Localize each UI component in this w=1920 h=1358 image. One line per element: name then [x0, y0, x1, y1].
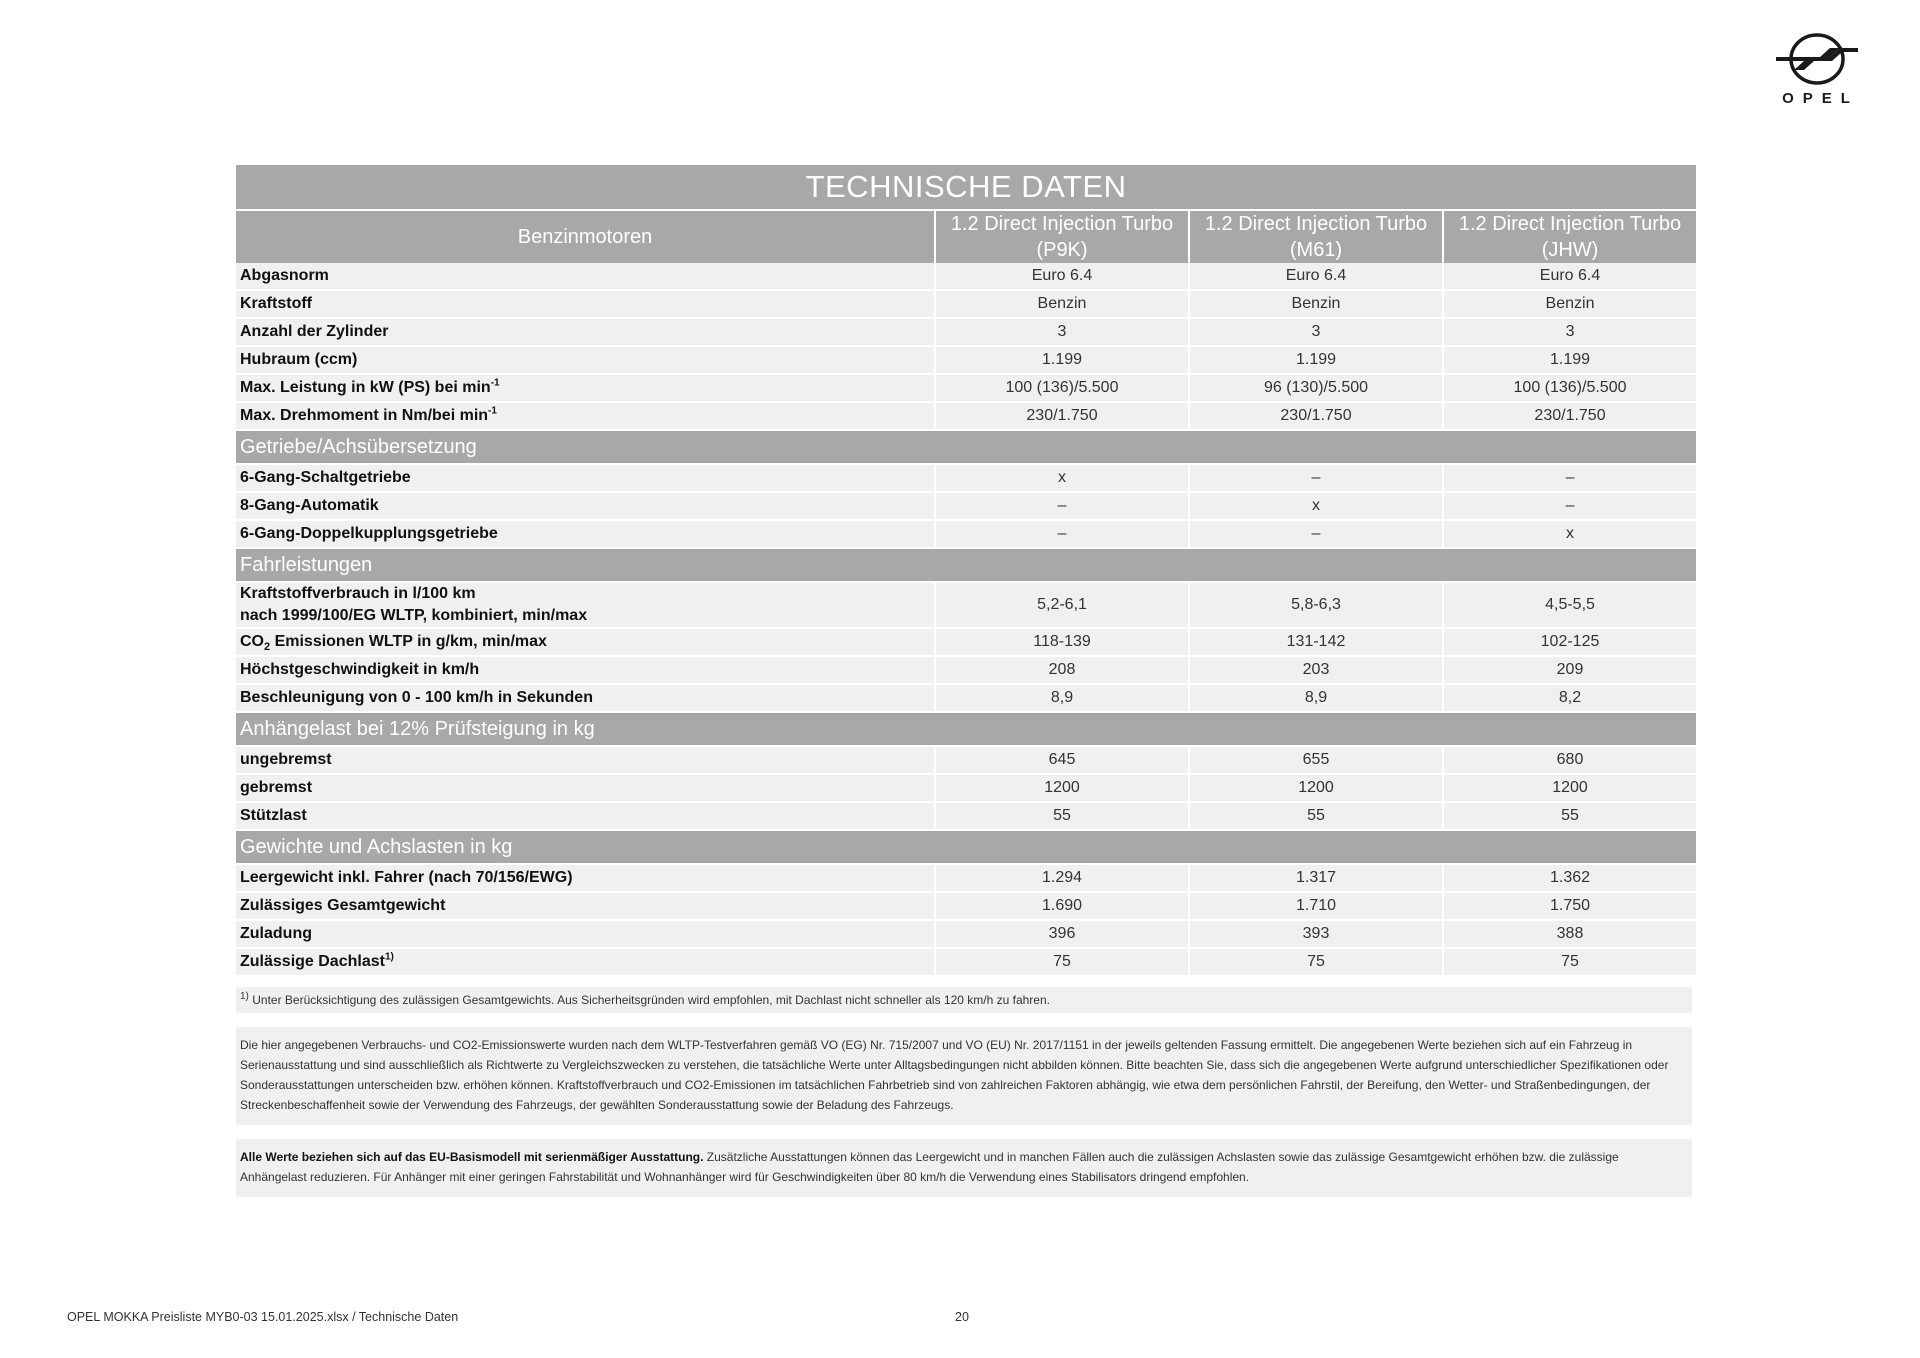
footnote-text: Unter Berücksichtigung des zulässigen Gesamtgewichts. Aus Sicherheitsgründen wird empfohlen, mit Dachlast nicht schneller als 120 km/h zu fahren. — [252, 993, 1050, 1007]
table-row: gebremst 1200 1200 1200 — [236, 775, 1696, 803]
footnote — [236, 987, 1692, 1013]
table-row: Abgasnorm Euro 6.4 Euro 6.4 Euro 6.4 — [236, 263, 1696, 291]
table-row: Kraftstoff Benzin Benzin Benzin — [236, 291, 1696, 319]
brand-name: OPEL — [1782, 90, 1859, 107]
section-header-fahrleistungen: Fahrleistungen — [236, 549, 1696, 583]
table-row: Kraftstoffverbrauch in l/100 km nach 1999/100/EG WLTP, kombiniert, min/max 5,2-6,1 5,8-6,3 4,5-5,5 — [236, 583, 1696, 629]
engine-type-header: Benzinmotoren — [236, 211, 934, 263]
section-header-anhaengelast: Anhängelast bei 12% Prüfsteigung in kg — [236, 713, 1696, 747]
table-row: Stützlast 55 55 55 — [236, 803, 1696, 831]
tech-data-sheet — [236, 165, 1692, 1197]
table-row: 6-Gang-Schaltgetriebe x – – — [236, 465, 1696, 493]
opel-blitz-icon — [1774, 32, 1860, 86]
section-header-getriebe: Getriebe/Achsübersetzung — [236, 431, 1696, 465]
table-row: Beschleunigung von 0 - 100 km/h in Sekunden 8,9 8,9 8,2 — [236, 685, 1696, 713]
column-header-jhw: 1.2 Direct Injection Turbo (JHW) — [1444, 211, 1696, 263]
column-header-m61: 1.2 Direct Injection Turbo (M61) — [1190, 211, 1442, 263]
footnote-mark: 1) — [240, 991, 249, 1002]
basis-note-bold: Alle Werte beziehen sich auf das EU-Basismodell mit serienmäßiger Ausstattung. — [240, 1150, 704, 1164]
opel-logo — [1768, 28, 1864, 114]
table-row: Max. Leistung in kW (PS) bei $\min^{-1}$ 100 (136)/5.500 96 (130)/5.500 100 (136)/5.500 — [236, 375, 1696, 403]
table-row: Leergewicht inkl. Fahrer (nach 70/156/EWG) 1.294 1.317 1.362 — [236, 865, 1696, 893]
table-row: Zuladung 396 393 388 — [236, 921, 1696, 949]
table-row: $CO_2$ Emissionen WLTP in g/km, min/max 118-139 131-142 102-125 — [236, 629, 1696, 657]
footer-source: OPEL MOKKA Preisliste MYB0-03 15.01.2025.xlsx / Technische Daten — [67, 1310, 459, 1324]
table-row: Zulässige Dachlast$^{1)}$ 75 75 75 — [236, 949, 1696, 977]
page-number: 20 — [955, 1310, 969, 1324]
table-row: Max. Drehmoment in Nm/bei $\min^{-1}$ 230/1.750 230/1.750 230/1.750 — [236, 403, 1696, 431]
table-row: 8-Gang-Automatik – x – — [236, 493, 1696, 521]
table-row: ungebremst 645 655 680 — [236, 747, 1696, 775]
wltp-note: Die hier angegebenen Verbrauchs- und CO2-Emissionswerte wurden nach dem WLTP-Testverfahren gemäß VO (EG) Nr. 715/2007 und VO (EU) Nr. 2017/1151 in der jeweils geltenden Fassung ermittelt. Die angegebenen Werte beziehen sich auf ein Fahrzeug in Serienausstattung und sind ausschließlich als Richtwerte zu Vergleichszwecken zu verstehen, die tatsächliche Werte unter Alltagsbedingungen nicht abbilden können. Bitte beachten Sie, dass sich die angegebenen Werte aufgrund unterschiedlicher Spezifikationen oder Sonderausstattungen unterscheiden bzw. erhöhen können. Kraftstoffverbrauch und CO2-Emissionen im tatsächlichen Fahrbetrieb sind von zahlreichen Faktoren abhängig, wie etwa dem persönlichen Fahrstil, der Bereifung, den Wetter- und Straßenbedingungen, der Streckenbeschaffenheit sowie der Verwendung des Fahrzeugs, der gewählten Sonderausstattung sowie der Beladung des Fahrzeugs. — [236, 1027, 1692, 1125]
table-row: Höchstgeschwindigkeit in km/h 208 203 209 — [236, 657, 1696, 685]
table-row: Anzahl der Zylinder 3 3 3 — [236, 319, 1696, 347]
table-title: TECHNISCHE DATEN — [236, 165, 1696, 211]
section-header-gewichte: Gewichte und Achslasten in kg — [236, 831, 1696, 865]
basis-note-text: Zusätzliche Ausstattungen können das Leergewicht und in manchen Fällen auch die zulässigen Achslasten sowie das zulässige Gesamtgewicht erhöhen bzw. die zulässige Anhängelast reduzieren. Für Anhänger mit einer geringen Fahrstabilität und Wohnanhänger wird für Geschwindigkeiten über 80 km/h die Verwendung eines Stabilisators dringend empfohlen. — [240, 1150, 1619, 1184]
table-row: Hubraum (ccm) 1.199 1.199 1.199 — [236, 347, 1696, 375]
table-row: 6-Gang-Doppelkupplungsgetriebe – – x — [236, 521, 1696, 549]
basis-note — [236, 1139, 1692, 1197]
table-row: Zulässiges Gesamtgewicht 1.690 1.710 1.750 — [236, 893, 1696, 921]
column-header-p9k: 1.2 Direct Injection Turbo (P9K) — [936, 211, 1188, 263]
technical-data-table — [234, 165, 1698, 977]
